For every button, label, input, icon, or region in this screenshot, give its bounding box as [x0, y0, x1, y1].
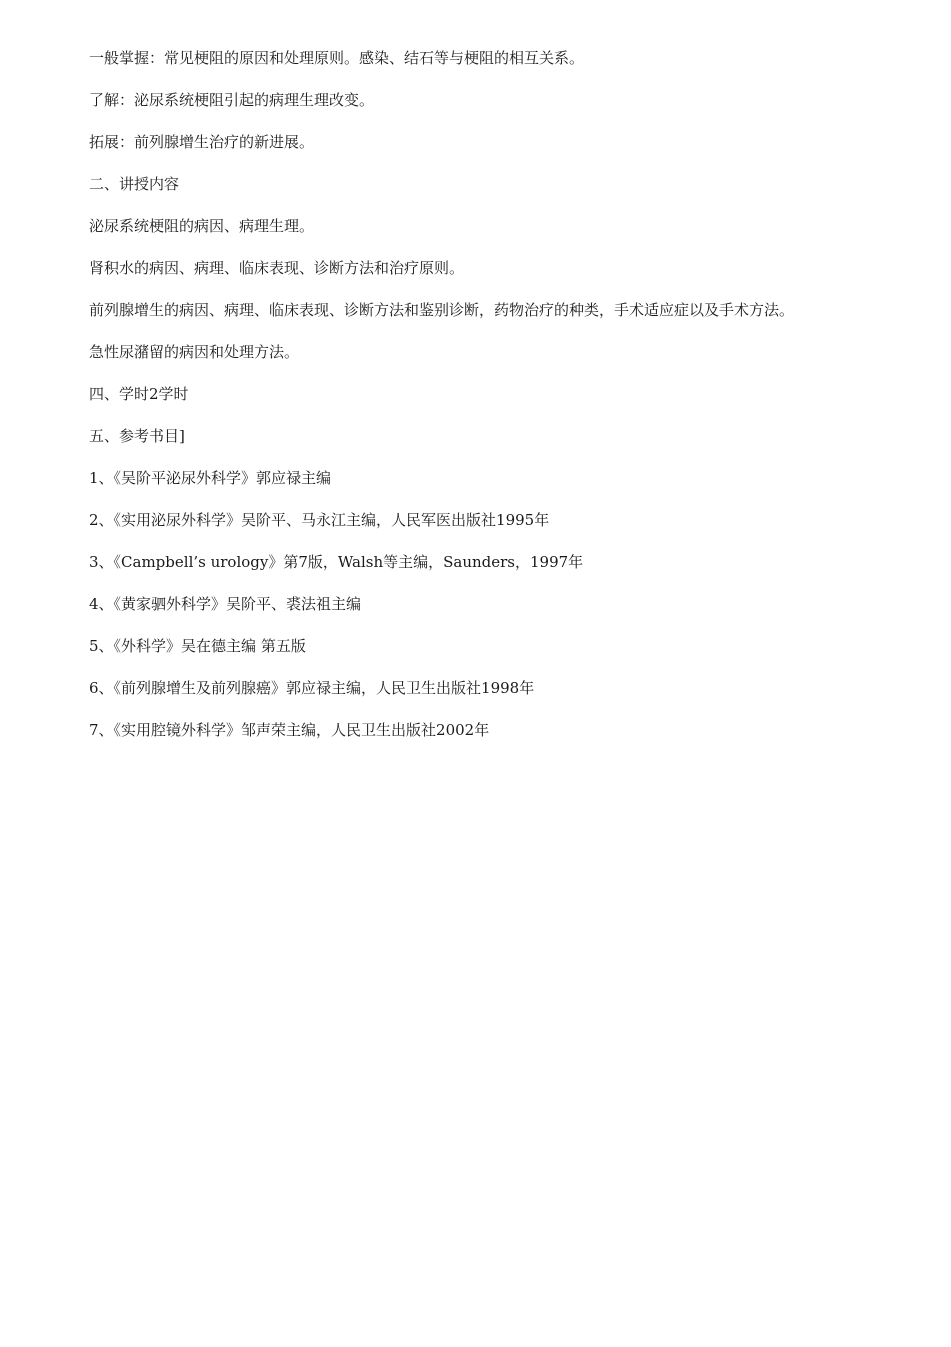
objective-extend: 拓展：前列腺增生治疗的新进展。: [89, 133, 315, 151]
objective-general: 一般掌握：常见梗阻的原因和处理原则。感染、结石等与梗阻的相互关系。: [89, 49, 585, 67]
reference-item: 2、《实用泌尿外科学》吴阶平、马永江主编，人民军医出版社1995年: [89, 511, 550, 529]
reference-item: 7、《实用腔镜外科学》邹声荣主编，人民卫生出版社2002年: [89, 721, 490, 739]
reference-item: 6、《前列腺增生及前列腺癌》郭应禄主编，人民卫生出版社1998年: [89, 679, 535, 697]
content-item: 肾积水的病因、病理、临床表现、诊断方法和治疗原则。: [89, 259, 465, 277]
content-item: 泌尿系统梗阻的病因、病理生理。: [89, 217, 315, 235]
content-item: 急性尿潴留的病因和处理方法。: [89, 343, 300, 361]
reference-item: 3、《Campbell’s urology》第7版，Walsh等主编，Saunders，1997年: [89, 553, 584, 571]
reference-item: 1、《吴阶平泌尿外科学》郭应禄主编: [89, 469, 332, 487]
objective-understand: 了解：泌尿系统梗阻引起的病理生理改变。: [89, 91, 375, 109]
section-heading-references: 五、参考书目]: [89, 427, 185, 445]
reference-item: 5、《外科学》吴在德主编 第五版: [89, 637, 306, 655]
content-item: 前列腺增生的病因、病理、临床表现、诊断方法和鉴别诊断，药物治疗的种类，手术适应症以及手术方法。: [89, 301, 795, 319]
reference-item: 4、《黄家驷外科学》吴阶平、裘法祖主编: [89, 595, 362, 613]
section-heading-hours: 四、学时2学时: [89, 385, 189, 403]
section-heading-content: 二、讲授内容: [89, 175, 180, 193]
